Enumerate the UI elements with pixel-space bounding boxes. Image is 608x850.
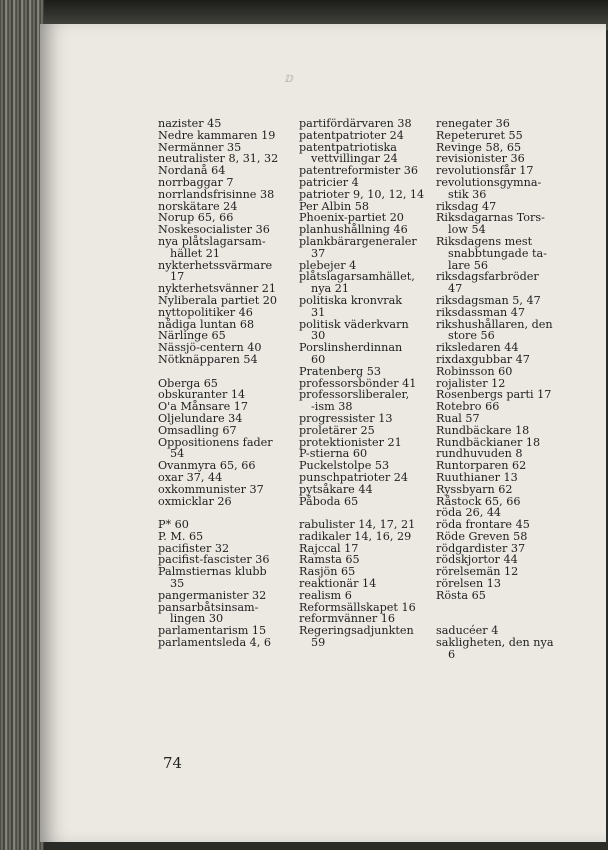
- index-entry: Runtorparen 62: [436, 459, 527, 473]
- index-entry: parlamentarism 15: [158, 624, 267, 638]
- index-entry: 31: [311, 305, 326, 319]
- index-entry: oxar 37, 44: [158, 470, 223, 484]
- index-entry: 59: [311, 636, 326, 650]
- index-entry: rundhuvuden 8: [436, 447, 523, 461]
- index-entry: nya 21: [311, 282, 349, 296]
- index-entry: Pratenberg 53: [299, 364, 381, 378]
- index-entry: 37: [311, 246, 326, 260]
- index-entry: proletärer 25: [299, 423, 375, 437]
- index-entry: realism 6: [299, 588, 352, 602]
- index-entry: Noskesocialister 36: [158, 223, 270, 237]
- index-entry: nya plåtslagarsam-: [158, 234, 266, 248]
- index-entry: Omsadling 67: [158, 423, 237, 437]
- index-entry: revisionister 36: [436, 152, 525, 166]
- index-entry: partifördärvaren 38: [299, 117, 412, 130]
- index-entry: parlamentsleda 4, 6: [158, 636, 272, 650]
- index-entry: nyttopolitiker 46: [158, 305, 253, 319]
- index-entry: nykterhetssvärmare: [158, 258, 273, 272]
- index-entry: Per Albin 58: [299, 199, 369, 213]
- index-entry: punschpatrioter 24: [299, 470, 409, 484]
- index-entry: Oppositionens fader: [158, 435, 273, 449]
- index-entry: Revinge 58, 65: [436, 140, 522, 154]
- index-entry: patrioter 9, 10, 12, 14: [299, 187, 425, 201]
- index-entry: oxkommunister 37: [158, 482, 264, 496]
- index-entry: nazister 45: [158, 117, 222, 130]
- index-entry: pacifister 32: [158, 541, 230, 555]
- index-entry: rörelsen 13: [436, 577, 501, 591]
- index-entry: neutralister 8, 31, 32: [158, 152, 279, 166]
- index-entry: pacifist-fascister 36: [158, 553, 270, 567]
- index-entry: Oljelundare 34: [158, 411, 243, 425]
- index-entry: Oberga 65: [158, 376, 218, 390]
- index-entry: stik 36: [448, 187, 487, 201]
- index-entry: progressister 13: [299, 411, 393, 425]
- index-entry: nykterhetsvänner 21: [158, 282, 276, 296]
- index-entry: rojalister 12: [436, 376, 506, 390]
- index-entry: röda 26, 44: [436, 506, 502, 520]
- index-entry: hället 21: [170, 246, 220, 260]
- index-entry: Regeringsadjunkten: [299, 624, 414, 638]
- index-entry: Rajccal 17: [299, 541, 359, 555]
- index-entry: Ryssbyarn 62: [436, 482, 513, 496]
- index-entry: O'a Månsare 17: [158, 400, 248, 414]
- index-entry: Nässjö-centern 40: [158, 341, 262, 355]
- index-entry: norrlandsfrisinne 38: [158, 187, 275, 201]
- index-entry: plankbärargeneraler: [299, 234, 417, 248]
- index-entry: Riksdagarnas Tors-: [436, 211, 545, 225]
- book-page-edges: [0, 0, 44, 850]
- index-entry: Nermänner 35: [158, 140, 242, 154]
- index-entry: -ism 38: [311, 400, 353, 414]
- index-entry: Ramsta 65: [299, 553, 360, 567]
- index-entry: sakligheten, den nya: [436, 636, 554, 650]
- index-entry: Nyliberala partiet 20: [158, 293, 278, 307]
- index-entry: norrbaggar 7: [158, 175, 234, 189]
- index-entry: patricier 4: [299, 175, 359, 189]
- index-entry: renegater 36: [436, 117, 510, 130]
- index-entry: Rosenbergs parti 17: [436, 388, 552, 402]
- index-entry: 17: [170, 270, 185, 284]
- index-entry: riksdagsman 5, 47: [436, 293, 541, 307]
- index-entry: P. M. 65: [158, 529, 204, 543]
- index-entry: 35: [170, 577, 185, 591]
- index-entry: Palmstiernas klubb: [158, 565, 267, 579]
- index-entry: vettvillingar 24: [311, 152, 398, 166]
- index-entry: Phoenix-partiet 20: [299, 211, 404, 225]
- index-gap: [436, 602, 596, 614]
- index-entry: revolutionsgymna-: [436, 175, 542, 189]
- index-entry: 60: [311, 352, 326, 366]
- index-entry: Norup 65, 66: [158, 211, 234, 225]
- index-entry: Röde Greven 58: [436, 529, 528, 543]
- index-entry: rabulister 14, 17, 21: [299, 518, 416, 532]
- index-entry: rixdaxgubbar 47: [436, 352, 530, 366]
- book-page: [40, 24, 606, 842]
- index-entry: Nedre kammaren 19: [158, 128, 276, 142]
- index-entry: riksdagsfarbröder: [436, 270, 539, 284]
- index-entry: riksdassman 47: [436, 305, 526, 319]
- index-entry: low 54: [448, 223, 486, 237]
- index-entry: nådiga luntan 68: [158, 317, 255, 331]
- index-entry: 30: [311, 329, 326, 343]
- index-entry: pangermanister 32: [158, 588, 267, 602]
- index-entry: pansarbåtsinsam-: [158, 600, 259, 614]
- index-entry: Rundbäckianer 18: [436, 435, 541, 449]
- index-column-2: [299, 118, 429, 649]
- index-column-1: [158, 118, 298, 649]
- index-entry: rikshushållaren, den: [436, 317, 553, 331]
- index-entry: radikaler 14, 16, 29: [299, 529, 412, 543]
- index-entry: plåtslagarsamhället,: [299, 270, 415, 284]
- index-entry: Reformsällskapet 16: [299, 600, 416, 614]
- index-entry: reformvänner 16: [299, 612, 395, 626]
- index-column-3: [436, 118, 596, 661]
- index-entry: norskätare 24: [158, 199, 238, 213]
- index-entry: Robinsson 60: [436, 364, 513, 378]
- index-entry: 6: [448, 647, 456, 661]
- index-entry: Nötknäpparen 54: [158, 352, 258, 366]
- index-entry: plebejer 4: [299, 258, 357, 272]
- index-entry: 54: [170, 447, 185, 461]
- index-entry: protektionister 21: [299, 435, 402, 449]
- index-entry: saducéer 4: [436, 624, 499, 638]
- corner-mark: ⅅ: [285, 74, 294, 85]
- index-entry: politiska kronvrak: [299, 293, 403, 307]
- index-entry: rödskjortor 44: [436, 553, 518, 567]
- index-entry: professorsliberaler,: [299, 388, 410, 402]
- index-entry: rörelsemän 12: [436, 565, 519, 579]
- index-entry: reaktionär 14: [299, 577, 377, 591]
- index-gap: [158, 366, 298, 378]
- index-entry: politisk väderkvarn: [299, 317, 409, 331]
- index-entry: 47: [448, 282, 463, 296]
- index-entry: riksdag 47: [436, 199, 497, 213]
- index-entry: Rösta 65: [436, 588, 486, 602]
- index-entry: store 56: [448, 329, 495, 343]
- index-entry: röda frontare 45: [436, 518, 530, 532]
- index-entry: planhushållning 46: [299, 223, 408, 237]
- index-entry: patentreformister 36: [299, 164, 419, 178]
- index-entry: oxmicklar 26: [158, 494, 232, 508]
- index-entry: Rundbäckare 18: [436, 423, 530, 437]
- index-entry: Närlinge 65: [158, 329, 226, 343]
- index-entry: professorsbönder 41: [299, 376, 417, 390]
- index-entry: Ovanmyra 65, 66: [158, 459, 256, 473]
- index-entry: lare 56: [448, 258, 489, 272]
- index-entry: snabbtungade ta-: [448, 246, 547, 260]
- index-entry: Rual 57: [436, 411, 480, 425]
- index-entry: revolutionsfår 17: [436, 164, 534, 178]
- index-entry: P* 60: [158, 518, 189, 532]
- index-entry: Nordanå 64: [158, 164, 226, 178]
- index-entry: Ruuthianer 13: [436, 470, 518, 484]
- index-entry: pytsåkare 44: [299, 482, 373, 496]
- index-entry: Rasjön 65: [299, 565, 356, 579]
- index-entry: patentpatriotiska: [299, 140, 397, 154]
- index-entry: Puckelstolpe 53: [299, 459, 390, 473]
- index-entry: patentpatrioter 24: [299, 128, 404, 142]
- index-entry: lingen 30: [170, 612, 224, 626]
- page-number: 74: [163, 754, 183, 772]
- index-entry: Repeteruret 55: [436, 128, 523, 142]
- index-entry: Riksdagens mest: [436, 234, 533, 248]
- index-entry: riksledaren 44: [436, 341, 519, 355]
- index-entry: rödgardister 37: [436, 541, 526, 555]
- index-entry: Påboda 65: [299, 494, 359, 508]
- index-entry: Rotebro 66: [436, 400, 500, 414]
- index-entry: Råstock 65, 66: [436, 494, 521, 508]
- index-entry: Porslinsherdinnan: [299, 341, 403, 355]
- index-entry: obskuranter 14: [158, 388, 246, 402]
- index-entry: P-stierna 60: [299, 447, 368, 461]
